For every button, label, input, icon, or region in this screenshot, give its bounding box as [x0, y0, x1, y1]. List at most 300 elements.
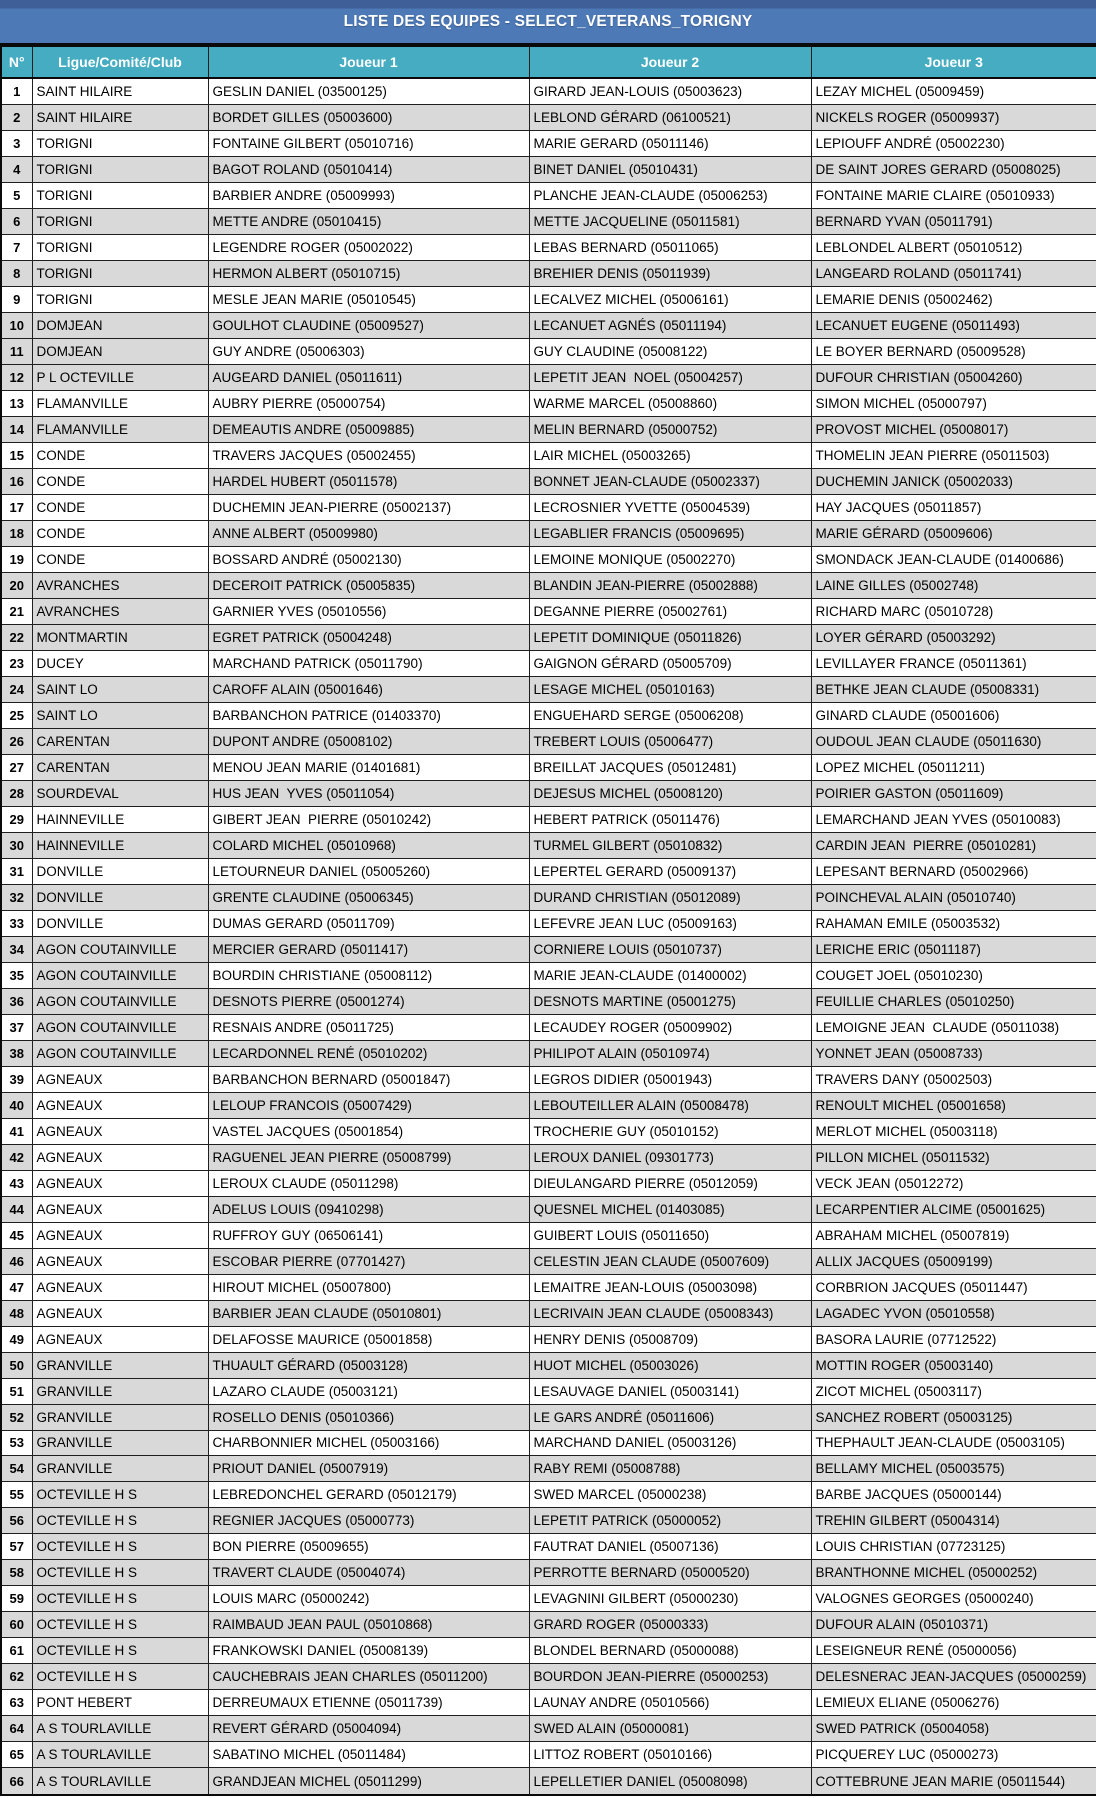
- club-cell: CONDE: [32, 521, 208, 547]
- joueur-3-cell: POINCHEVAL ALAIN (05010740): [811, 884, 1096, 910]
- joueur-3-cell: LE BOYER BERNARD (05009528): [811, 339, 1096, 365]
- joueur-1-cell: LELOUP FRANCOIS (05007429): [208, 1092, 529, 1118]
- joueur-2-cell: LAIR MICHEL (05003265): [529, 443, 811, 469]
- joueur-1-cell: RAIMBAUD JEAN PAUL (05010868): [208, 1612, 529, 1638]
- joueur-1-cell: SABATINO MICHEL (05011484): [208, 1742, 529, 1768]
- table-row: [1, 1196, 1096, 1222]
- club-cell: AGNEAUX: [32, 1092, 208, 1118]
- column-header-joueur-1: Joueur 1: [208, 46, 529, 78]
- club-cell: CONDE: [32, 469, 208, 495]
- joueur-1-cell: BARBIER JEAN CLAUDE (05010801): [208, 1300, 529, 1326]
- table-row: [1, 547, 1096, 573]
- row-number-cell: 48: [1, 1300, 32, 1326]
- joueur-3-cell: LEVILLAYER FRANCE (05011361): [811, 650, 1096, 676]
- table-row: [1, 521, 1096, 547]
- joueur-1-cell: CHARBONNIER MICHEL (05003166): [208, 1430, 529, 1456]
- club-cell: A S TOURLAVILLE: [32, 1768, 208, 1795]
- table-row: [1, 1248, 1096, 1274]
- table-row: [1, 1170, 1096, 1196]
- club-cell: OCTEVILLE H S: [32, 1586, 208, 1612]
- joueur-2-cell: LEPERTEL GERARD (05009137): [529, 858, 811, 884]
- row-number-cell: 65: [1, 1742, 32, 1768]
- joueur-2-cell: BLONDEL BERNARD (05000088): [529, 1638, 811, 1664]
- joueur-3-cell: DELESNERAC JEAN-JACQUES (05000259): [811, 1664, 1096, 1690]
- joueur-2-cell: TURMEL GILBERT (05010832): [529, 832, 811, 858]
- joueur-3-cell: PICQUEREY LUC (05000273): [811, 1742, 1096, 1768]
- row-number-cell: 15: [1, 443, 32, 469]
- joueur-3-cell: LEMARCHAND JEAN YVES (05010083): [811, 806, 1096, 832]
- club-cell: AGON COUTAINVILLE: [32, 988, 208, 1014]
- joueur-1-cell: HERMON ALBERT (05010715): [208, 261, 529, 287]
- row-number-cell: 17: [1, 495, 32, 521]
- joueur-3-cell: LOYER GÉRARD (05003292): [811, 624, 1096, 650]
- joueur-2-cell: RABY REMI (05008788): [529, 1456, 811, 1482]
- club-cell: OCTEVILLE H S: [32, 1560, 208, 1586]
- joueur-2-cell: ENGUEHARD SERGE (05006208): [529, 702, 811, 728]
- joueur-3-cell: DUFOUR ALAIN (05010371): [811, 1612, 1096, 1638]
- joueur-2-cell: GAIGNON GÉRARD (05005709): [529, 650, 811, 676]
- joueur-3-cell: MERLOT MICHEL (05003118): [811, 1118, 1096, 1144]
- club-cell: DONVILLE: [32, 884, 208, 910]
- joueur-1-cell: LEROUX CLAUDE (05011298): [208, 1170, 529, 1196]
- joueur-1-cell: HARDEL HUBERT (05011578): [208, 469, 529, 495]
- club-cell: AGNEAUX: [32, 1300, 208, 1326]
- club-cell: DOMJEAN: [32, 339, 208, 365]
- joueur-3-cell: LECARPENTIER ALCIME (05001625): [811, 1196, 1096, 1222]
- club-cell: TORIGNI: [32, 287, 208, 313]
- table-row: [1, 1664, 1096, 1690]
- joueur-3-cell: VALOGNES GEORGES (05000240): [811, 1586, 1096, 1612]
- club-cell: HAINNEVILLE: [32, 806, 208, 832]
- table-row: [1, 131, 1096, 157]
- row-number-cell: 42: [1, 1144, 32, 1170]
- club-cell: TORIGNI: [32, 235, 208, 261]
- joueur-2-cell: DURAND CHRISTIAN (05012089): [529, 884, 811, 910]
- joueur-1-cell: BOSSARD ANDRÉ (05002130): [208, 547, 529, 573]
- joueur-1-cell: DERREUMAUX ETIENNE (05011739): [208, 1690, 529, 1716]
- joueur-1-cell: HUS JEAN YVES (05011054): [208, 780, 529, 806]
- joueur-1-cell: LEGENDRE ROGER (05002022): [208, 235, 529, 261]
- joueur-1-cell: BON PIERRE (05009655): [208, 1534, 529, 1560]
- joueur-3-cell: MARIE GÉRARD (05009606): [811, 521, 1096, 547]
- joueur-2-cell: CORNIERE LOUIS (05010737): [529, 936, 811, 962]
- joueur-2-cell: GUIBERT LOUIS (05011650): [529, 1222, 811, 1248]
- joueur-2-cell: LEGABLIER FRANCIS (05009695): [529, 521, 811, 547]
- joueur-3-cell: CORBRION JACQUES (05011447): [811, 1274, 1096, 1300]
- row-number-cell: 36: [1, 988, 32, 1014]
- joueur-2-cell: LEGROS DIDIER (05001943): [529, 1066, 811, 1092]
- column-header-joueur-3: Joueur 3: [811, 46, 1096, 78]
- row-number-cell: 27: [1, 754, 32, 780]
- table-row: [1, 1508, 1096, 1534]
- joueur-1-cell: DECEROIT PATRICK (05005835): [208, 573, 529, 599]
- club-cell: AGNEAUX: [32, 1274, 208, 1300]
- club-cell: CONDE: [32, 547, 208, 573]
- joueur-2-cell: PLANCHE JEAN-CLAUDE (05006253): [529, 183, 811, 209]
- joueur-3-cell: RENOULT MICHEL (05001658): [811, 1092, 1096, 1118]
- table-row: [1, 1742, 1096, 1768]
- joueur-3-cell: BELLAMY MICHEL (05003575): [811, 1456, 1096, 1482]
- joueur-1-cell: AUGEARD DANIEL (05011611): [208, 365, 529, 391]
- club-cell: AGON COUTAINVILLE: [32, 962, 208, 988]
- club-cell: AGON COUTAINVILLE: [32, 1040, 208, 1066]
- joueur-2-cell: LECALVEZ MICHEL (05006161): [529, 287, 811, 313]
- joueur-1-cell: MERCIER GERARD (05011417): [208, 936, 529, 962]
- row-number-cell: 12: [1, 365, 32, 391]
- column-header-club: Ligue/Comité/Club: [32, 46, 208, 78]
- joueur-1-cell: MESLE JEAN MARIE (05010545): [208, 287, 529, 313]
- joueur-1-cell: LOUIS MARC (05000242): [208, 1586, 529, 1612]
- joueur-1-cell: LECARDONNEL RENÉ (05010202): [208, 1040, 529, 1066]
- joueur-2-cell: LAUNAY ANDRE (05010566): [529, 1690, 811, 1716]
- joueur-3-cell: BASORA LAURIE (07712522): [811, 1326, 1096, 1352]
- row-number-cell: 35: [1, 962, 32, 988]
- joueur-3-cell: SIMON MICHEL (05000797): [811, 391, 1096, 417]
- row-number-cell: 29: [1, 806, 32, 832]
- joueur-3-cell: DE SAINT JORES GERARD (05008025): [811, 157, 1096, 183]
- joueur-2-cell: HENRY DENIS (05008709): [529, 1326, 811, 1352]
- joueur-2-cell: LECROSNIER YVETTE (05004539): [529, 495, 811, 521]
- joueur-3-cell: BETHKE JEAN CLAUDE (05008331): [811, 676, 1096, 702]
- table-row: [1, 988, 1096, 1014]
- joueur-2-cell: LEPETIT DOMINIQUE (05011826): [529, 624, 811, 650]
- table-row: [1, 702, 1096, 728]
- joueur-3-cell: PROVOST MICHEL (05008017): [811, 417, 1096, 443]
- table-header: [1, 46, 1096, 78]
- club-cell: OCTEVILLE H S: [32, 1664, 208, 1690]
- joueur-3-cell: SANCHEZ ROBERT (05003125): [811, 1404, 1096, 1430]
- club-cell: GRANVILLE: [32, 1456, 208, 1482]
- joueur-1-cell: BOURDIN CHRISTIANE (05008112): [208, 962, 529, 988]
- joueur-1-cell: CAROFF ALAIN (05001646): [208, 676, 529, 702]
- joueur-2-cell: LEPETIT PATRICK (05000052): [529, 1508, 811, 1534]
- joueur-1-cell: REVERT GÉRARD (05004094): [208, 1716, 529, 1742]
- joueur-3-cell: FONTAINE MARIE CLAIRE (05010933): [811, 183, 1096, 209]
- table-row: [1, 1586, 1096, 1612]
- joueur-1-cell: MARCHAND PATRICK (05011790): [208, 650, 529, 676]
- club-cell: AGNEAUX: [32, 1222, 208, 1248]
- joueur-1-cell: COLARD MICHEL (05010968): [208, 832, 529, 858]
- joueur-1-cell: PRIOUT DANIEL (05007919): [208, 1456, 529, 1482]
- joueur-1-cell: RUFFROY GUY (06506141): [208, 1222, 529, 1248]
- club-cell: DONVILLE: [32, 858, 208, 884]
- table-row: [1, 780, 1096, 806]
- joueur-1-cell: RAGUENEL JEAN PIERRE (05008799): [208, 1144, 529, 1170]
- joueur-3-cell: ZICOT MICHEL (05003117): [811, 1378, 1096, 1404]
- joueur-1-cell: BAGOT ROLAND (05010414): [208, 157, 529, 183]
- joueur-2-cell: LEBAS BERNARD (05011065): [529, 235, 811, 261]
- table-row: [1, 910, 1096, 936]
- table-row: [1, 1274, 1096, 1300]
- joueur-1-cell: GRENTE CLAUDINE (05006345): [208, 884, 529, 910]
- row-number-cell: 11: [1, 339, 32, 365]
- joueur-3-cell: LEMIEUX ELIANE (05006276): [811, 1690, 1096, 1716]
- joueur-2-cell: BONNET JEAN-CLAUDE (05002337): [529, 469, 811, 495]
- club-cell: GRANVILLE: [32, 1430, 208, 1456]
- table-row: [1, 417, 1096, 443]
- row-number-cell: 53: [1, 1430, 32, 1456]
- joueur-3-cell: BRANTHONNE MICHEL (05000252): [811, 1560, 1096, 1586]
- joueur-1-cell: LAZARO CLAUDE (05003121): [208, 1378, 529, 1404]
- club-cell: AGNEAUX: [32, 1248, 208, 1274]
- table-row: [1, 391, 1096, 417]
- joueur-3-cell: LECANUET EUGENE (05011493): [811, 313, 1096, 339]
- joueur-1-cell: VASTEL JACQUES (05001854): [208, 1118, 529, 1144]
- joueur-3-cell: LANGEARD ROLAND (05011741): [811, 261, 1096, 287]
- table-row: [1, 261, 1096, 287]
- joueur-1-cell: GOULHOT CLAUDINE (05009527): [208, 313, 529, 339]
- joueur-1-cell: TRAVERT CLAUDE (05004074): [208, 1560, 529, 1586]
- joueur-1-cell: BARBANCHON PATRICE (01403370): [208, 702, 529, 728]
- joueur-2-cell: SWED ALAIN (05000081): [529, 1716, 811, 1742]
- joueur-1-cell: DESNOTS PIERRE (05001274): [208, 988, 529, 1014]
- joueur-3-cell: LAGADEC YVON (05010558): [811, 1300, 1096, 1326]
- joueur-2-cell: LEBLOND GÉRARD (06100521): [529, 105, 811, 131]
- row-number-cell: 20: [1, 573, 32, 599]
- joueur-2-cell: LESAGE MICHEL (05010163): [529, 676, 811, 702]
- joueur-3-cell: RICHARD MARC (05010728): [811, 599, 1096, 625]
- table-row: [1, 728, 1096, 754]
- club-cell: SAINT LO: [32, 702, 208, 728]
- row-number-cell: 34: [1, 936, 32, 962]
- joueur-1-cell: EGRET PATRICK (05004248): [208, 624, 529, 650]
- club-cell: TORIGNI: [32, 183, 208, 209]
- joueur-3-cell: BARBE JACQUES (05000144): [811, 1482, 1096, 1508]
- row-number-cell: 44: [1, 1196, 32, 1222]
- joueur-3-cell: COTTEBRUNE JEAN MARIE (05011544): [811, 1768, 1096, 1795]
- joueur-2-cell: TREBERT LOUIS (05006477): [529, 728, 811, 754]
- row-number-cell: 4: [1, 157, 32, 183]
- club-cell: CARENTAN: [32, 728, 208, 754]
- row-number-cell: 8: [1, 261, 32, 287]
- joueur-1-cell: DUMAS GERARD (05011709): [208, 910, 529, 936]
- row-number-cell: 66: [1, 1768, 32, 1795]
- row-number-cell: 47: [1, 1274, 32, 1300]
- joueur-2-cell: DEJESUS MICHEL (05008120): [529, 780, 811, 806]
- row-number-cell: 19: [1, 547, 32, 573]
- club-cell: SOURDEVAL: [32, 780, 208, 806]
- row-number-cell: 24: [1, 676, 32, 702]
- joueur-3-cell: YONNET JEAN (05008733): [811, 1040, 1096, 1066]
- club-cell: AGON COUTAINVILLE: [32, 1014, 208, 1040]
- joueur-3-cell: VECK JEAN (05012272): [811, 1170, 1096, 1196]
- joueur-1-cell: CAUCHEBRAIS JEAN CHARLES (05011200): [208, 1664, 529, 1690]
- joueur-3-cell: COUGET JOEL (05010230): [811, 962, 1096, 988]
- row-number-cell: 62: [1, 1664, 32, 1690]
- page-title: LISTE DES EQUIPES - SELECT_VETERANS_TORIGNY: [343, 12, 753, 30]
- club-cell: OCTEVILLE H S: [32, 1534, 208, 1560]
- joueur-2-cell: PERROTTE BERNARD (05000520): [529, 1560, 811, 1586]
- joueur-2-cell: LE GARS ANDRÉ (05011606): [529, 1404, 811, 1430]
- joueur-2-cell: DESNOTS MARTINE (05001275): [529, 988, 811, 1014]
- joueur-1-cell: METTE ANDRE (05010415): [208, 209, 529, 235]
- club-cell: DOMJEAN: [32, 313, 208, 339]
- table-row: [1, 1352, 1096, 1378]
- table-row: [1, 313, 1096, 339]
- row-number-cell: 54: [1, 1456, 32, 1482]
- row-number-cell: 49: [1, 1326, 32, 1352]
- table-row: [1, 1014, 1096, 1040]
- joueur-1-cell: BARBIER ANDRE (05009993): [208, 183, 529, 209]
- joueur-1-cell: GUY ANDRE (05006303): [208, 339, 529, 365]
- table-row: [1, 1560, 1096, 1586]
- row-number-cell: 1: [1, 78, 32, 105]
- joueur-3-cell: LOUIS CHRISTIAN (07723125): [811, 1534, 1096, 1560]
- row-number-cell: 3: [1, 131, 32, 157]
- row-number-cell: 32: [1, 884, 32, 910]
- joueur-2-cell: LEMAITRE JEAN-LOUIS (05003098): [529, 1274, 811, 1300]
- joueur-2-cell: LEVAGNINI GILBERT (05000230): [529, 1586, 811, 1612]
- table-row: [1, 235, 1096, 261]
- club-cell: A S TOURLAVILLE: [32, 1716, 208, 1742]
- joueur-1-cell: FONTAINE GILBERT (05010716): [208, 131, 529, 157]
- club-cell: DONVILLE: [32, 910, 208, 936]
- joueur-2-cell: LEBOUTEILLER ALAIN (05008478): [529, 1092, 811, 1118]
- header-row: [1, 46, 1096, 78]
- joueur-1-cell: REGNIER JACQUES (05000773): [208, 1508, 529, 1534]
- row-number-cell: 59: [1, 1586, 32, 1612]
- table-row: [1, 676, 1096, 702]
- row-number-cell: 23: [1, 650, 32, 676]
- row-number-cell: 18: [1, 521, 32, 547]
- joueur-2-cell: MELIN BERNARD (05000752): [529, 417, 811, 443]
- joueur-3-cell: LEBLONDEL ALBERT (05010512): [811, 235, 1096, 261]
- table-row: [1, 183, 1096, 209]
- table-row: [1, 1456, 1096, 1482]
- row-number-cell: 22: [1, 624, 32, 650]
- title-bar: [0, 0, 1096, 45]
- club-cell: MONTMARTIN: [32, 624, 208, 650]
- joueur-1-cell: GESLIN DANIEL (03500125): [208, 78, 529, 105]
- joueur-2-cell: MARIE JEAN-CLAUDE (01400002): [529, 962, 811, 988]
- joueur-3-cell: LEMOIGNE JEAN CLAUDE (05011038): [811, 1014, 1096, 1040]
- joueur-1-cell: ADELUS LOUIS (09410298): [208, 1196, 529, 1222]
- column-header-num: N°: [1, 46, 32, 78]
- row-number-cell: 28: [1, 780, 32, 806]
- row-number-cell: 14: [1, 417, 32, 443]
- row-number-cell: 55: [1, 1482, 32, 1508]
- row-number-cell: 16: [1, 469, 32, 495]
- table-row: [1, 1404, 1096, 1430]
- joueur-2-cell: CELESTIN JEAN CLAUDE (05007609): [529, 1248, 811, 1274]
- row-number-cell: 10: [1, 313, 32, 339]
- club-cell: AGNEAUX: [32, 1326, 208, 1352]
- row-number-cell: 39: [1, 1066, 32, 1092]
- club-cell: AGNEAUX: [32, 1196, 208, 1222]
- joueur-1-cell: AUBRY PIERRE (05000754): [208, 391, 529, 417]
- column-header-joueur-2: Joueur 2: [529, 46, 811, 78]
- joueur-3-cell: LEZAY MICHEL (05009459): [811, 78, 1096, 105]
- row-number-cell: 63: [1, 1690, 32, 1716]
- club-cell: GRANVILLE: [32, 1404, 208, 1430]
- joueur-1-cell: GARNIER YVES (05010556): [208, 599, 529, 625]
- club-cell: OCTEVILLE H S: [32, 1508, 208, 1534]
- table-row: [1, 469, 1096, 495]
- table-row: [1, 1066, 1096, 1092]
- joueur-2-cell: METTE JACQUELINE (05011581): [529, 209, 811, 235]
- joueur-3-cell: GINARD CLAUDE (05001606): [811, 702, 1096, 728]
- table-row: [1, 339, 1096, 365]
- row-number-cell: 37: [1, 1014, 32, 1040]
- joueur-2-cell: LEPELLETIER DANIEL (05008098): [529, 1768, 811, 1795]
- joueur-1-cell: MENOU JEAN MARIE (01401681): [208, 754, 529, 780]
- joueur-2-cell: LEROUX DANIEL (09301773): [529, 1144, 811, 1170]
- joueur-1-cell: GRANDJEAN MICHEL (05011299): [208, 1768, 529, 1795]
- joueur-2-cell: DEGANNE PIERRE (05002761): [529, 599, 811, 625]
- table-row: [1, 1040, 1096, 1066]
- joueur-1-cell: ANNE ALBERT (05009980): [208, 521, 529, 547]
- joueur-2-cell: LESAUVAGE DANIEL (05003141): [529, 1378, 811, 1404]
- table-row: [1, 1300, 1096, 1326]
- club-cell: FLAMANVILLE: [32, 391, 208, 417]
- joueur-3-cell: SWED PATRICK (05004058): [811, 1716, 1096, 1742]
- joueur-2-cell: WARME MARCEL (05008860): [529, 391, 811, 417]
- club-cell: PONT HEBERT: [32, 1690, 208, 1716]
- club-cell: AVRANCHES: [32, 599, 208, 625]
- joueur-3-cell: RAHAMAN EMILE (05003532): [811, 910, 1096, 936]
- club-cell: TORIGNI: [32, 131, 208, 157]
- joueur-3-cell: LERICHE ERIC (05011187): [811, 936, 1096, 962]
- joueur-2-cell: GUY CLAUDINE (05008122): [529, 339, 811, 365]
- table-row: [1, 157, 1096, 183]
- joueur-2-cell: MARCHAND DANIEL (05003126): [529, 1430, 811, 1456]
- table-row: [1, 858, 1096, 884]
- joueur-2-cell: BREHIER DENIS (05011939): [529, 261, 811, 287]
- joueur-2-cell: GIRARD JEAN-LOUIS (05003623): [529, 78, 811, 105]
- table-row: [1, 832, 1096, 858]
- club-cell: P L OCTEVILLE: [32, 365, 208, 391]
- row-number-cell: 45: [1, 1222, 32, 1248]
- club-cell: CONDE: [32, 443, 208, 469]
- joueur-1-cell: DELAFOSSE MAURICE (05001858): [208, 1326, 529, 1352]
- club-cell: FLAMANVILLE: [32, 417, 208, 443]
- joueur-2-cell: PHILIPOT ALAIN (05010974): [529, 1040, 811, 1066]
- joueur-2-cell: HEBERT PATRICK (05011476): [529, 806, 811, 832]
- table-row: [1, 1326, 1096, 1352]
- row-number-cell: 2: [1, 105, 32, 131]
- joueur-3-cell: FEUILLIE CHARLES (05010250): [811, 988, 1096, 1014]
- joueur-3-cell: HAY JACQUES (05011857): [811, 495, 1096, 521]
- club-cell: TORIGNI: [32, 209, 208, 235]
- club-cell: GRANVILLE: [32, 1378, 208, 1404]
- club-cell: AGNEAUX: [32, 1066, 208, 1092]
- row-number-cell: 41: [1, 1118, 32, 1144]
- joueur-3-cell: CARDIN JEAN PIERRE (05010281): [811, 832, 1096, 858]
- table-row: [1, 1716, 1096, 1742]
- table-row: [1, 105, 1096, 131]
- joueur-1-cell: DUPONT ANDRE (05008102): [208, 728, 529, 754]
- table-row: [1, 1144, 1096, 1170]
- table-row: [1, 806, 1096, 832]
- joueur-1-cell: BORDET GILLES (05003600): [208, 105, 529, 131]
- row-number-cell: 38: [1, 1040, 32, 1066]
- row-number-cell: 26: [1, 728, 32, 754]
- joueur-1-cell: HIROUT MICHEL (05007800): [208, 1274, 529, 1300]
- joueur-3-cell: NICKELS ROGER (05009937): [811, 105, 1096, 131]
- row-number-cell: 21: [1, 599, 32, 625]
- joueur-1-cell: TRAVERS JACQUES (05002455): [208, 443, 529, 469]
- joueur-3-cell: TRAVERS DANY (05002503): [811, 1066, 1096, 1092]
- joueur-1-cell: GIBERT JEAN PIERRE (05010242): [208, 806, 529, 832]
- table-row: [1, 599, 1096, 625]
- table-row: [1, 1118, 1096, 1144]
- row-number-cell: 5: [1, 183, 32, 209]
- table-row: [1, 754, 1096, 780]
- row-number-cell: 40: [1, 1092, 32, 1118]
- joueur-3-cell: BERNARD YVAN (05011791): [811, 209, 1096, 235]
- table-row: [1, 1768, 1096, 1795]
- joueur-3-cell: PILLON MICHEL (05011532): [811, 1144, 1096, 1170]
